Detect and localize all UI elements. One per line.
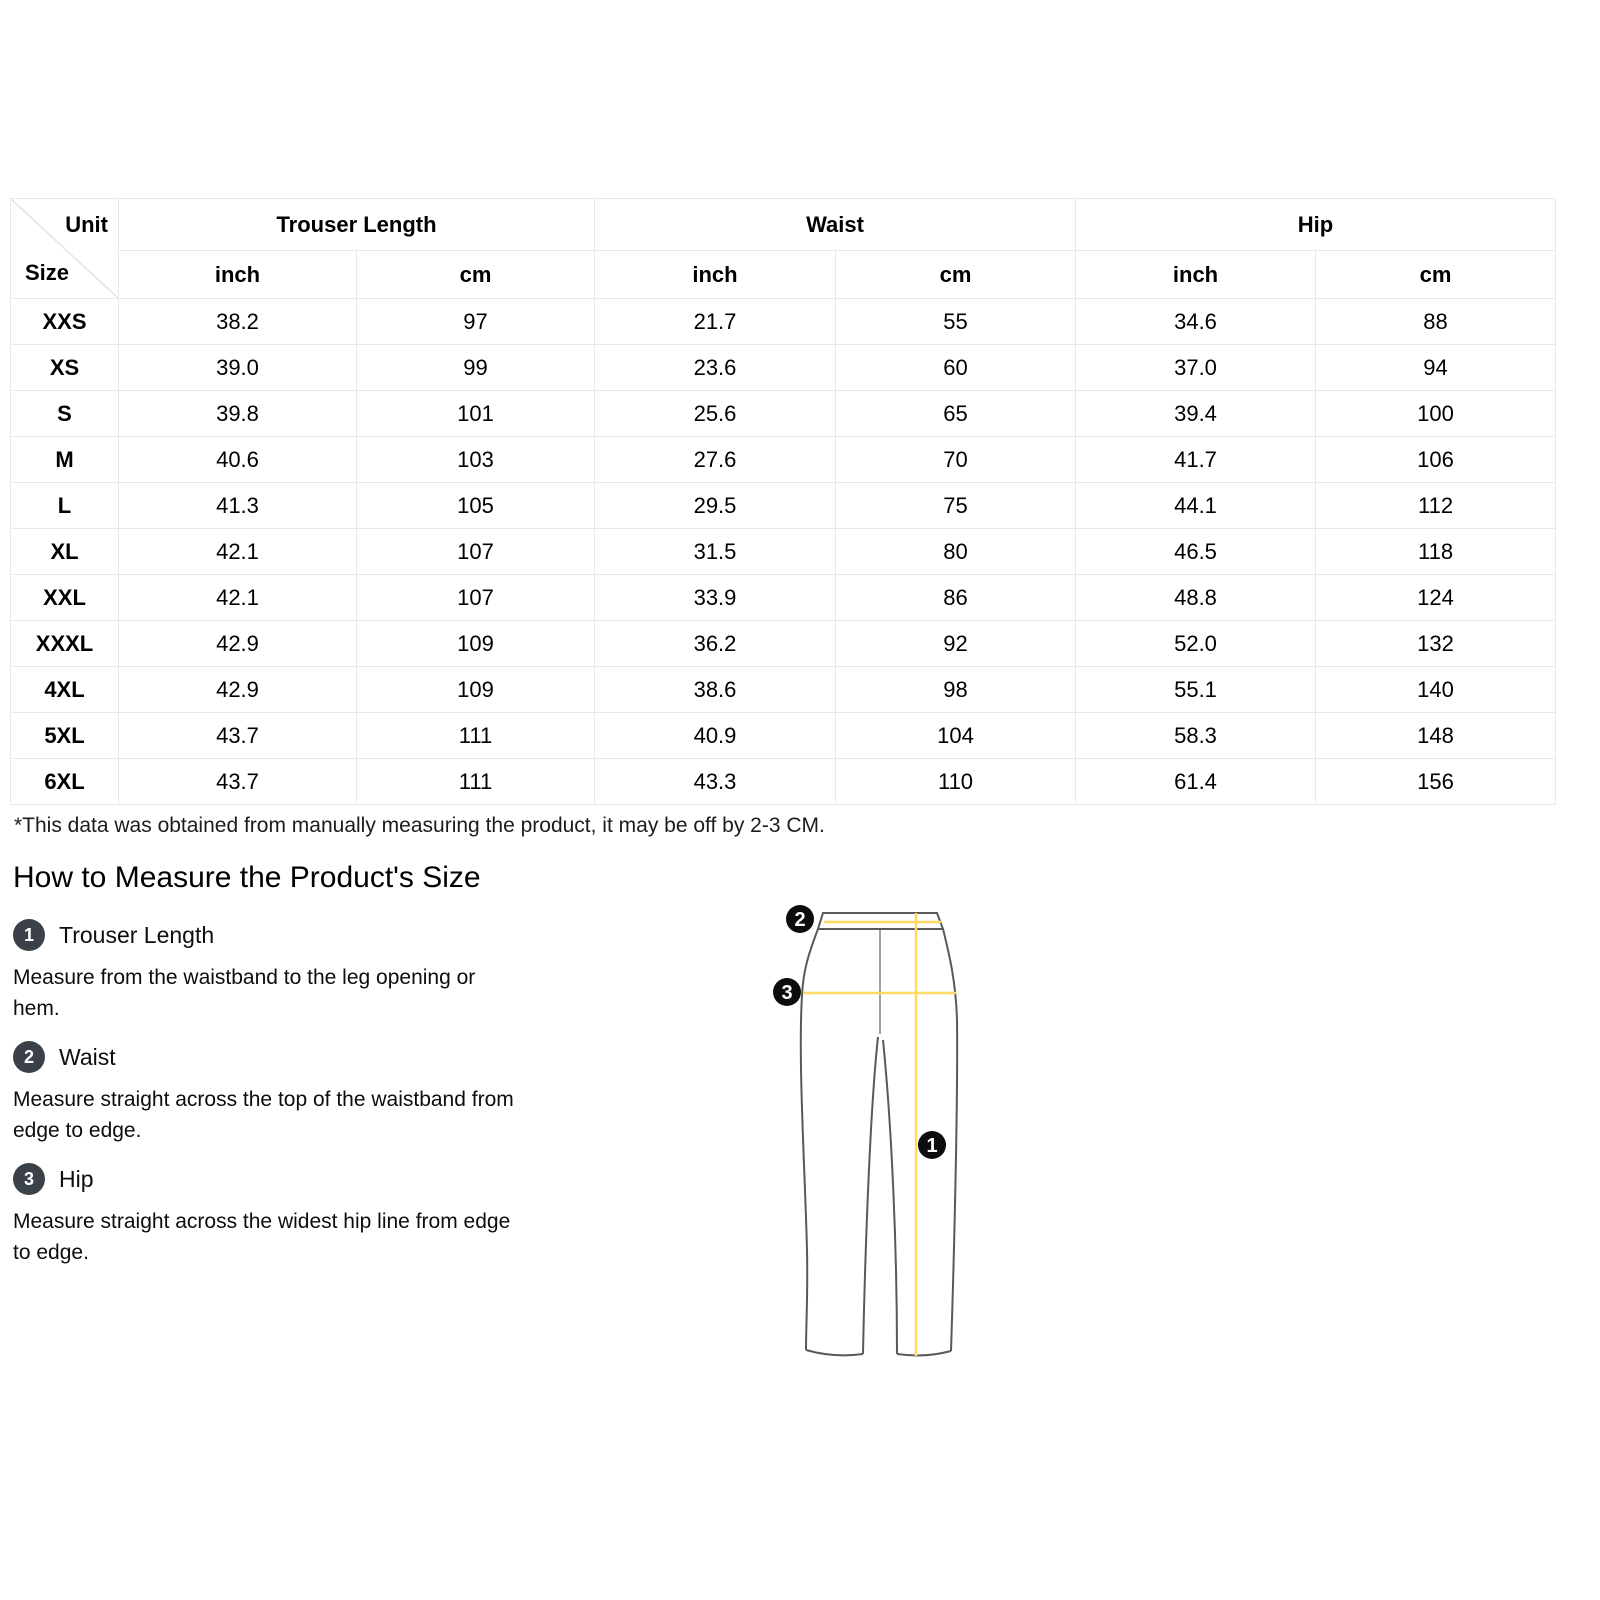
value-cell: 111	[357, 713, 595, 759]
measure-item-description	[13, 962, 598, 1024]
description-line: to edge.	[13, 1241, 89, 1264]
value-cell: 61.4	[1076, 759, 1316, 805]
table-row	[11, 621, 1556, 667]
unit-header: cm	[1316, 251, 1556, 299]
size-cell: XS	[11, 345, 119, 391]
value-cell: 40.9	[595, 713, 836, 759]
marker-1-number: 1	[926, 1135, 938, 1157]
value-cell: 33.9	[595, 575, 836, 621]
measure-item-heading	[13, 1040, 598, 1074]
step-3-badge: 3	[13, 1163, 45, 1195]
group-header-hip: Hip	[1076, 199, 1556, 251]
value-cell: 43.7	[119, 713, 357, 759]
measure-item-label: Waist	[59, 1043, 116, 1070]
value-cell: 107	[357, 529, 595, 575]
value-cell: 36.2	[595, 621, 836, 667]
unit-header: cm	[836, 251, 1076, 299]
measure-item-hip	[13, 1162, 598, 1268]
description-line: edge to edge.	[13, 1119, 142, 1142]
group-header-waist: Waist	[595, 199, 1076, 251]
corner-unit-label: Unit	[65, 212, 108, 237]
value-cell: 42.1	[119, 529, 357, 575]
value-cell: 38.2	[119, 299, 357, 345]
value-cell: 48.8	[1076, 575, 1316, 621]
value-cell: 27.6	[595, 437, 836, 483]
measure-item-label: Trouser Length	[59, 921, 215, 948]
size-cell: XXL	[11, 575, 119, 621]
value-cell: 112	[1316, 483, 1556, 529]
table-row	[11, 667, 1556, 713]
value-cell: 39.8	[119, 391, 357, 437]
value-cell: 105	[357, 483, 595, 529]
value-cell: 37.0	[1076, 345, 1316, 391]
size-cell: 5XL	[11, 713, 119, 759]
value-cell: 132	[1316, 621, 1556, 667]
measure-item-heading	[13, 1162, 598, 1196]
unit-header: inch	[595, 251, 836, 299]
group-header-trouser-length: Trouser Length	[119, 199, 595, 251]
size-cell: XL	[11, 529, 119, 575]
description-line: Measure from the waistband to the leg opening or	[13, 966, 476, 989]
value-cell: 42.9	[119, 621, 357, 667]
description-line: Measure straight across the widest hip line from edge	[13, 1210, 511, 1233]
value-cell: 42.1	[119, 575, 357, 621]
size-cell: S	[11, 391, 119, 437]
unit-header: inch	[119, 251, 357, 299]
value-cell: 99	[357, 345, 595, 391]
value-cell: 107	[357, 575, 595, 621]
value-cell: 80	[836, 529, 1076, 575]
measure-item-label: Hip	[59, 1165, 94, 1192]
value-cell: 41.3	[119, 483, 357, 529]
value-cell: 86	[836, 575, 1076, 621]
value-cell: 55	[836, 299, 1076, 345]
value-cell: 88	[1316, 299, 1556, 345]
value-cell: 101	[357, 391, 595, 437]
unit-header: cm	[357, 251, 595, 299]
table-row	[11, 529, 1556, 575]
value-cell: 52.0	[1076, 621, 1316, 667]
table-row	[11, 759, 1556, 805]
value-cell: 38.6	[595, 667, 836, 713]
size-cell: XXXL	[11, 621, 119, 667]
description-line: Measure straight across the top of the waistband from	[13, 1088, 514, 1111]
size-cell: 6XL	[11, 759, 119, 805]
value-cell: 46.5	[1076, 529, 1316, 575]
measure-instructions-list	[13, 918, 598, 1284]
value-cell: 43.3	[595, 759, 836, 805]
trouser-measurement-diagram	[765, 895, 965, 1365]
table-footnote: *This data was obtained from manually measuring the product, it may be off by 2-3 CM.	[14, 814, 825, 837]
howto-section-title: How to Measure the Product's Size	[13, 861, 481, 894]
value-cell: 43.7	[119, 759, 357, 805]
value-cell: 34.6	[1076, 299, 1316, 345]
value-cell: 100	[1316, 391, 1556, 437]
value-cell: 42.9	[119, 667, 357, 713]
value-cell: 44.1	[1076, 483, 1316, 529]
value-cell: 110	[836, 759, 1076, 805]
size-cell: XXS	[11, 299, 119, 345]
size-table	[10, 198, 1556, 805]
value-cell: 41.7	[1076, 437, 1316, 483]
value-cell: 109	[357, 667, 595, 713]
value-cell: 104	[836, 713, 1076, 759]
value-cell: 25.6	[595, 391, 836, 437]
size-cell: M	[11, 437, 119, 483]
table-row	[11, 483, 1556, 529]
value-cell: 111	[357, 759, 595, 805]
value-cell: 106	[1316, 437, 1556, 483]
corner-size-label: Size	[25, 260, 70, 285]
table-row	[11, 345, 1556, 391]
corner-cell	[11, 199, 119, 299]
marker-3-number: 3	[781, 982, 793, 1004]
value-cell: 75	[836, 483, 1076, 529]
value-cell: 98	[836, 667, 1076, 713]
value-cell: 60	[836, 345, 1076, 391]
description-line: hem.	[13, 997, 60, 1020]
value-cell: 124	[1316, 575, 1556, 621]
table-group-header-row	[11, 199, 1556, 251]
measure-item-trouser-length	[13, 918, 598, 1024]
value-cell: 39.4	[1076, 391, 1316, 437]
table-unit-header-row	[11, 251, 1556, 299]
value-cell: 39.0	[119, 345, 357, 391]
measure-item-waist	[13, 1040, 598, 1146]
measure-item-description	[13, 1084, 598, 1146]
diagram-markers	[773, 905, 946, 1159]
value-cell: 58.3	[1076, 713, 1316, 759]
value-cell: 70	[836, 437, 1076, 483]
value-cell: 21.7	[595, 299, 836, 345]
value-cell: 55.1	[1076, 667, 1316, 713]
unit-header: inch	[1076, 251, 1316, 299]
step-1-badge: 1	[13, 919, 45, 951]
table-row	[11, 575, 1556, 621]
value-cell: 92	[836, 621, 1076, 667]
size-cell: 4XL	[11, 667, 119, 713]
value-cell: 103	[357, 437, 595, 483]
value-cell: 156	[1316, 759, 1556, 805]
value-cell: 94	[1316, 345, 1556, 391]
value-cell: 118	[1316, 529, 1556, 575]
table-row	[11, 391, 1556, 437]
table-row	[11, 437, 1556, 483]
step-2-badge: 2	[13, 1041, 45, 1073]
value-cell: 29.5	[595, 483, 836, 529]
value-cell: 148	[1316, 713, 1556, 759]
table-row	[11, 299, 1556, 345]
table-row	[11, 713, 1556, 759]
value-cell: 23.6	[595, 345, 836, 391]
value-cell: 31.5	[595, 529, 836, 575]
measure-item-description	[13, 1206, 598, 1268]
value-cell: 109	[357, 621, 595, 667]
measure-item-heading	[13, 918, 598, 952]
value-cell: 140	[1316, 667, 1556, 713]
value-cell: 65	[836, 391, 1076, 437]
value-cell: 40.6	[119, 437, 357, 483]
marker-2-number: 2	[794, 909, 806, 931]
size-cell: L	[11, 483, 119, 529]
value-cell: 97	[357, 299, 595, 345]
